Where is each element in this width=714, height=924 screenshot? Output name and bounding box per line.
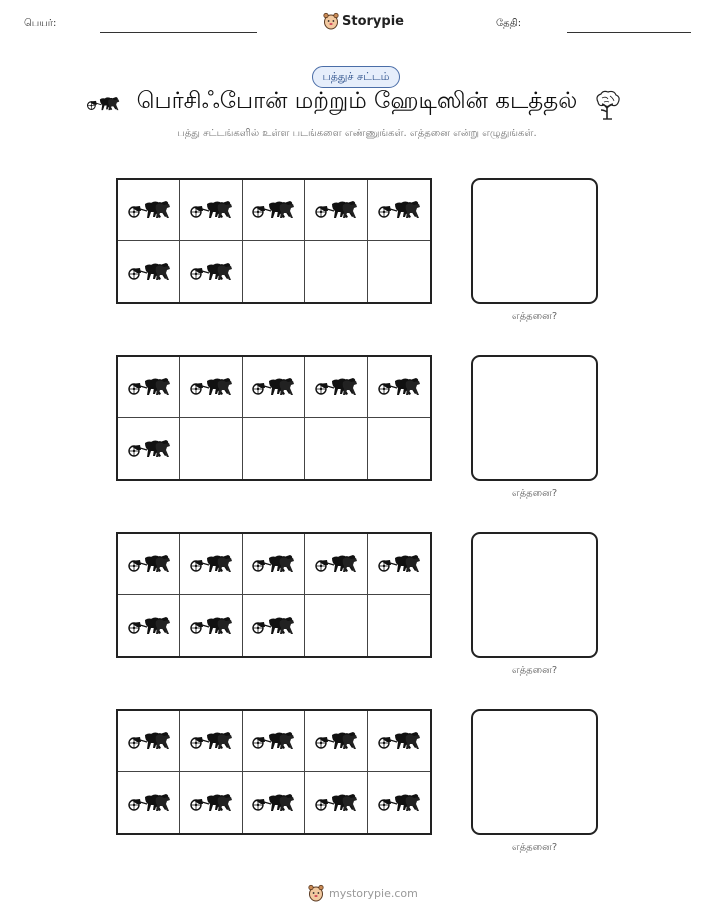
chariot-icon — [251, 615, 295, 637]
chariot-icon — [251, 730, 295, 752]
ten-frame-cell — [243, 772, 305, 833]
ten-frame-cell — [368, 241, 430, 302]
ten-frame-cell — [368, 180, 430, 241]
footer-url: mystorypie.com — [329, 886, 418, 900]
chariot-icon — [314, 553, 358, 575]
ten-frame-cell — [368, 534, 430, 595]
chariot-icon — [377, 792, 421, 814]
ten-frame-cell — [180, 595, 242, 656]
tree-icon — [594, 90, 622, 120]
ten-frame-cell — [180, 534, 242, 595]
instructions: பத்து சட்டங்களில் உள்ள படங்களை எண்ணுங்கள். எத்தனை என்று எழுதுங்கள். — [177, 128, 537, 139]
footer — [307, 884, 418, 902]
ten-frame-cell — [368, 357, 430, 418]
chariot-icon — [189, 792, 233, 814]
ten-frame-cell — [305, 418, 367, 479]
ten-frame-cell — [305, 772, 367, 833]
ten-frame-cell — [243, 357, 305, 418]
ten-frame-cell — [118, 711, 180, 772]
chariot-icon — [86, 94, 120, 114]
ten-frame-cell — [180, 357, 242, 418]
ten-frame-cell — [180, 772, 242, 833]
ten-frame-cell — [368, 772, 430, 833]
chariot-icon — [127, 615, 171, 637]
chariot-icon — [127, 792, 171, 814]
date-label: தேதி: — [496, 18, 522, 29]
ten-frame-cell — [180, 180, 242, 241]
brand-logo — [323, 12, 404, 30]
ten-frame-cell — [180, 418, 242, 479]
chariot-icon — [189, 376, 233, 398]
ten-frame-cell — [305, 357, 367, 418]
ten-frame-cell — [305, 711, 367, 772]
chariot-icon — [127, 438, 171, 460]
chariot-icon — [377, 730, 421, 752]
ten-frame-cell — [305, 241, 367, 302]
chariot-icon — [314, 376, 358, 398]
chariot-icon — [127, 553, 171, 575]
ten-frame-cell — [243, 711, 305, 772]
chariot-icon — [189, 553, 233, 575]
chariot-icon — [251, 199, 295, 221]
ten-frame — [116, 178, 432, 304]
ten-frame-cell — [368, 711, 430, 772]
answer-box[interactable] — [471, 532, 598, 658]
answer-box[interactable] — [471, 709, 598, 835]
ten-frame-cell — [243, 241, 305, 302]
ten-frame — [116, 709, 432, 835]
name-label: பெயர்: — [24, 18, 57, 29]
answer-prompt: எத்தனை? — [511, 311, 558, 322]
chariot-icon — [189, 261, 233, 283]
page-title: பெர்சிஃபோன் மற்றும் ஹேடிஸின் கடத்தல் — [136, 88, 578, 114]
ten-frame-cell — [118, 534, 180, 595]
ten-frame-cell — [243, 180, 305, 241]
ten-frame — [116, 355, 432, 481]
ten-frame-cell — [118, 180, 180, 241]
ten-frame-cell — [243, 595, 305, 656]
chariot-icon — [314, 730, 358, 752]
ten-frame-cell — [305, 595, 367, 656]
ten-frame — [116, 532, 432, 658]
ten-frame-cell — [118, 357, 180, 418]
chariot-icon — [127, 261, 171, 283]
chariot-icon — [189, 615, 233, 637]
ten-frame-cell — [305, 180, 367, 241]
chariot-icon — [127, 199, 171, 221]
ten-frame-cell — [180, 241, 242, 302]
name-line[interactable] — [100, 32, 257, 33]
answer-box[interactable] — [471, 355, 598, 481]
topic-badge: பத்துச் சட்டம் — [312, 66, 400, 88]
ten-frame-cell — [118, 772, 180, 833]
ten-frame-cell — [118, 595, 180, 656]
chariot-icon — [377, 553, 421, 575]
chariot-icon — [189, 199, 233, 221]
chariot-icon — [251, 792, 295, 814]
storypie-mascot-icon — [307, 884, 325, 902]
answer-prompt: எத்தனை? — [511, 842, 558, 853]
ten-frame-cell — [243, 418, 305, 479]
brand-name: Storypie — [342, 13, 404, 29]
chariot-icon — [377, 376, 421, 398]
chariot-icon — [127, 730, 171, 752]
ten-frame-cell — [368, 595, 430, 656]
ten-frame-cell — [305, 534, 367, 595]
answer-box[interactable] — [471, 178, 598, 304]
ten-frame-cell — [243, 534, 305, 595]
answer-prompt: எத்தனை? — [511, 488, 558, 499]
answer-prompt: எத்தனை? — [511, 665, 558, 676]
ten-frame-cell — [118, 418, 180, 479]
chariot-icon — [377, 199, 421, 221]
storypie-mascot-icon — [323, 12, 339, 30]
chariot-icon — [189, 730, 233, 752]
chariot-icon — [251, 553, 295, 575]
chariot-icon — [314, 199, 358, 221]
chariot-icon — [314, 792, 358, 814]
ten-frame-cell — [118, 241, 180, 302]
chariot-icon — [127, 376, 171, 398]
date-line[interactable] — [567, 32, 691, 33]
chariot-icon — [251, 376, 295, 398]
ten-frame-cell — [368, 418, 430, 479]
ten-frame-cell — [180, 711, 242, 772]
